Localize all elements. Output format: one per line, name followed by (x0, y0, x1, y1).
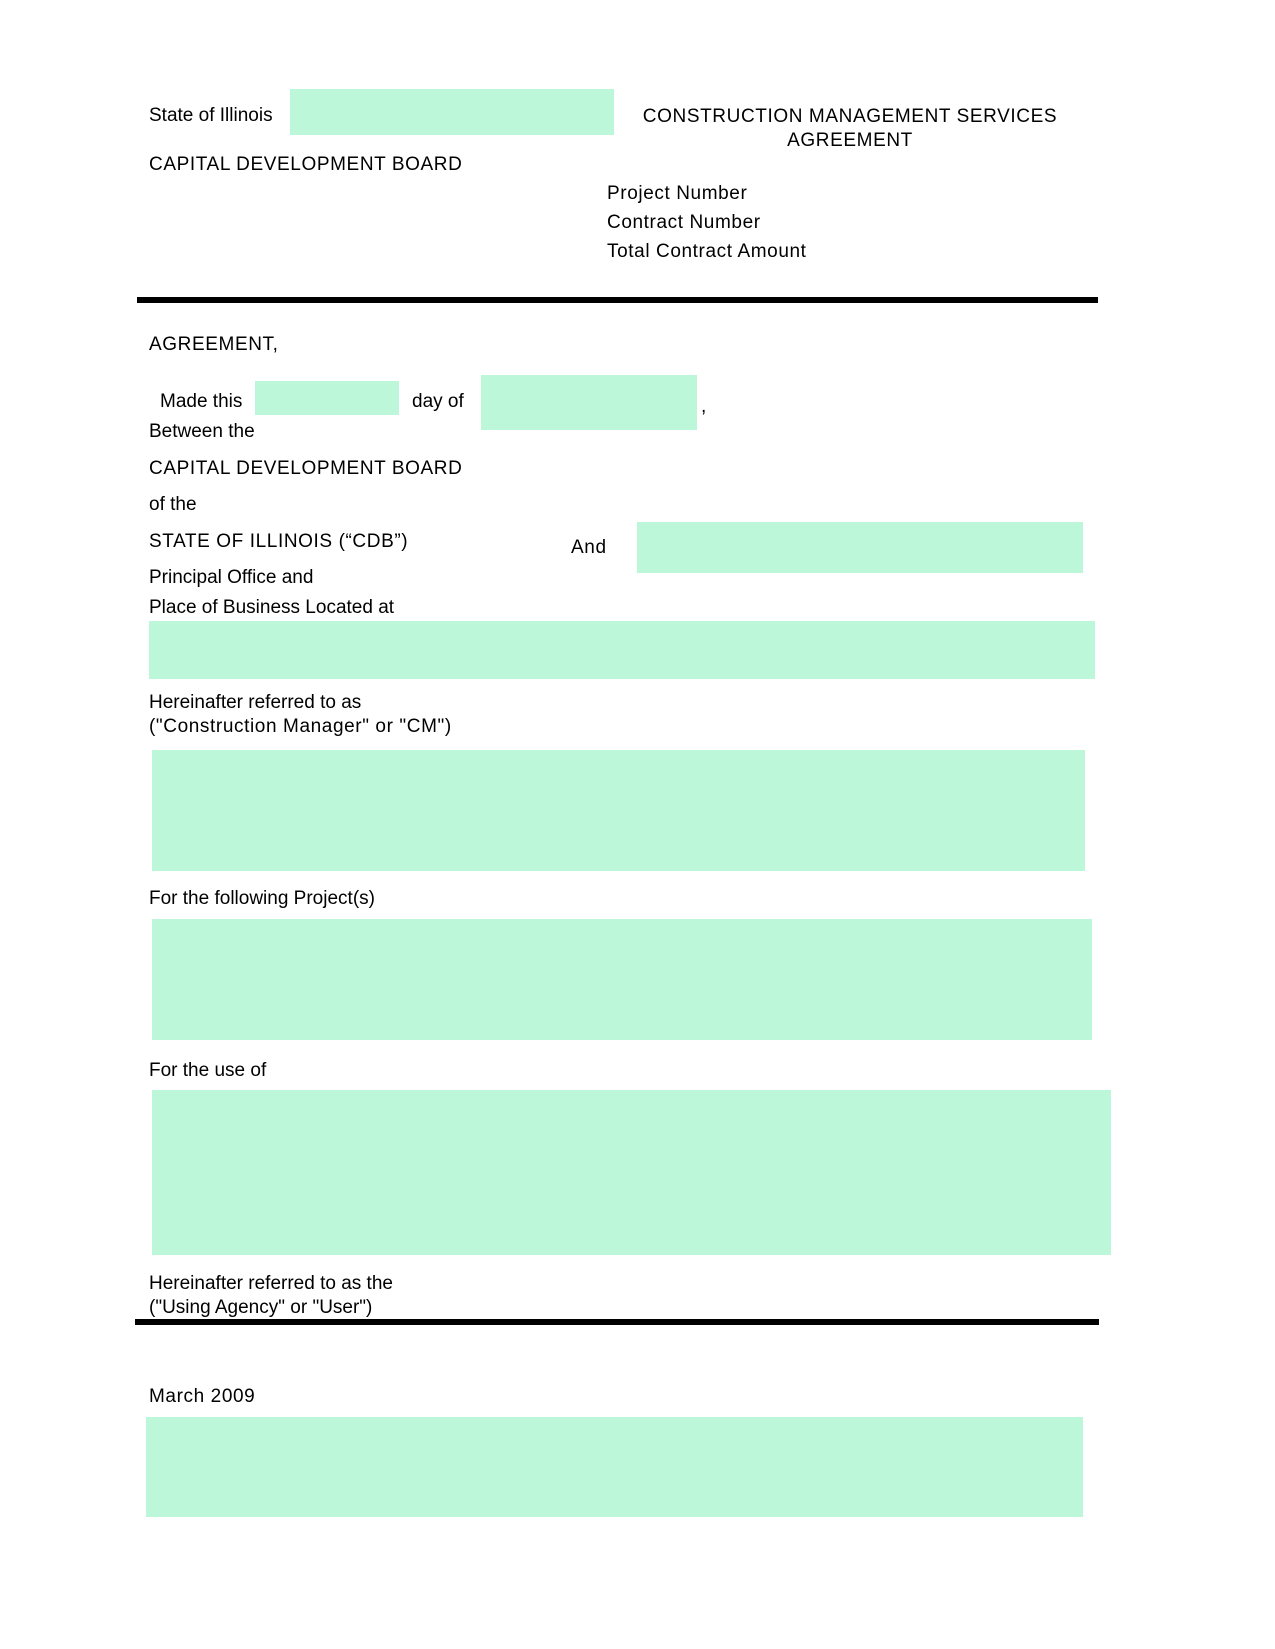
address-field[interactable] (149, 621, 1095, 679)
header-divider (137, 297, 1098, 303)
project-number-label: Project Number (607, 183, 748, 204)
agreement-heading: AGREEMENT, (149, 334, 279, 355)
cm-name-field[interactable] (637, 522, 1083, 573)
cm-details-field[interactable] (152, 750, 1085, 871)
total-contract-amount-label: Total Contract Amount (607, 241, 807, 262)
between-label: Between the (149, 421, 255, 442)
principal-office-label: Principal Office and (149, 567, 314, 588)
projects-label: For the following Project(s) (149, 888, 375, 909)
hereinafter-cm-line2: ("Construction Manager" or "CM") (149, 716, 452, 737)
made-day-field[interactable] (255, 381, 399, 415)
day-of-month-field[interactable] (481, 375, 697, 430)
board-name: CAPITAL DEVELOPMENT BOARD (149, 154, 463, 175)
document-title-line1: CONSTRUCTION MANAGEMENT SERVICES (642, 106, 1058, 127)
state-cdb-label: STATE OF ILLINOIS (“CDB”) (149, 531, 409, 552)
state-label: State of Illinois (149, 105, 273, 126)
hereinafter-cm-line1: Hereinafter referred to as (149, 692, 362, 713)
state-field[interactable] (290, 89, 614, 135)
of-the-label: of the (149, 494, 197, 515)
hereinafter-user-line2: ("Using Agency" or "User") (149, 1297, 373, 1318)
made-this-label: Made this (160, 391, 243, 412)
day-of-label: day of (412, 391, 464, 412)
and-label: And (571, 537, 607, 558)
comma-text: , (701, 396, 707, 417)
use-of-label: For the use of (149, 1060, 267, 1081)
place-of-business-label: Place of Business Located at (149, 597, 395, 618)
projects-field[interactable] (152, 919, 1092, 1040)
hereinafter-user-line1: Hereinafter referred to as the (149, 1273, 393, 1294)
contract-number-label: Contract Number (607, 212, 761, 233)
board-name-body: CAPITAL DEVELOPMENT BOARD (149, 458, 463, 479)
document-title-line2: AGREEMENT (787, 130, 913, 151)
using-agency-field[interactable] (152, 1090, 1111, 1255)
body-divider (135, 1319, 1099, 1325)
revision-date: March 2009 (149, 1386, 256, 1407)
footer-field[interactable] (146, 1417, 1083, 1517)
